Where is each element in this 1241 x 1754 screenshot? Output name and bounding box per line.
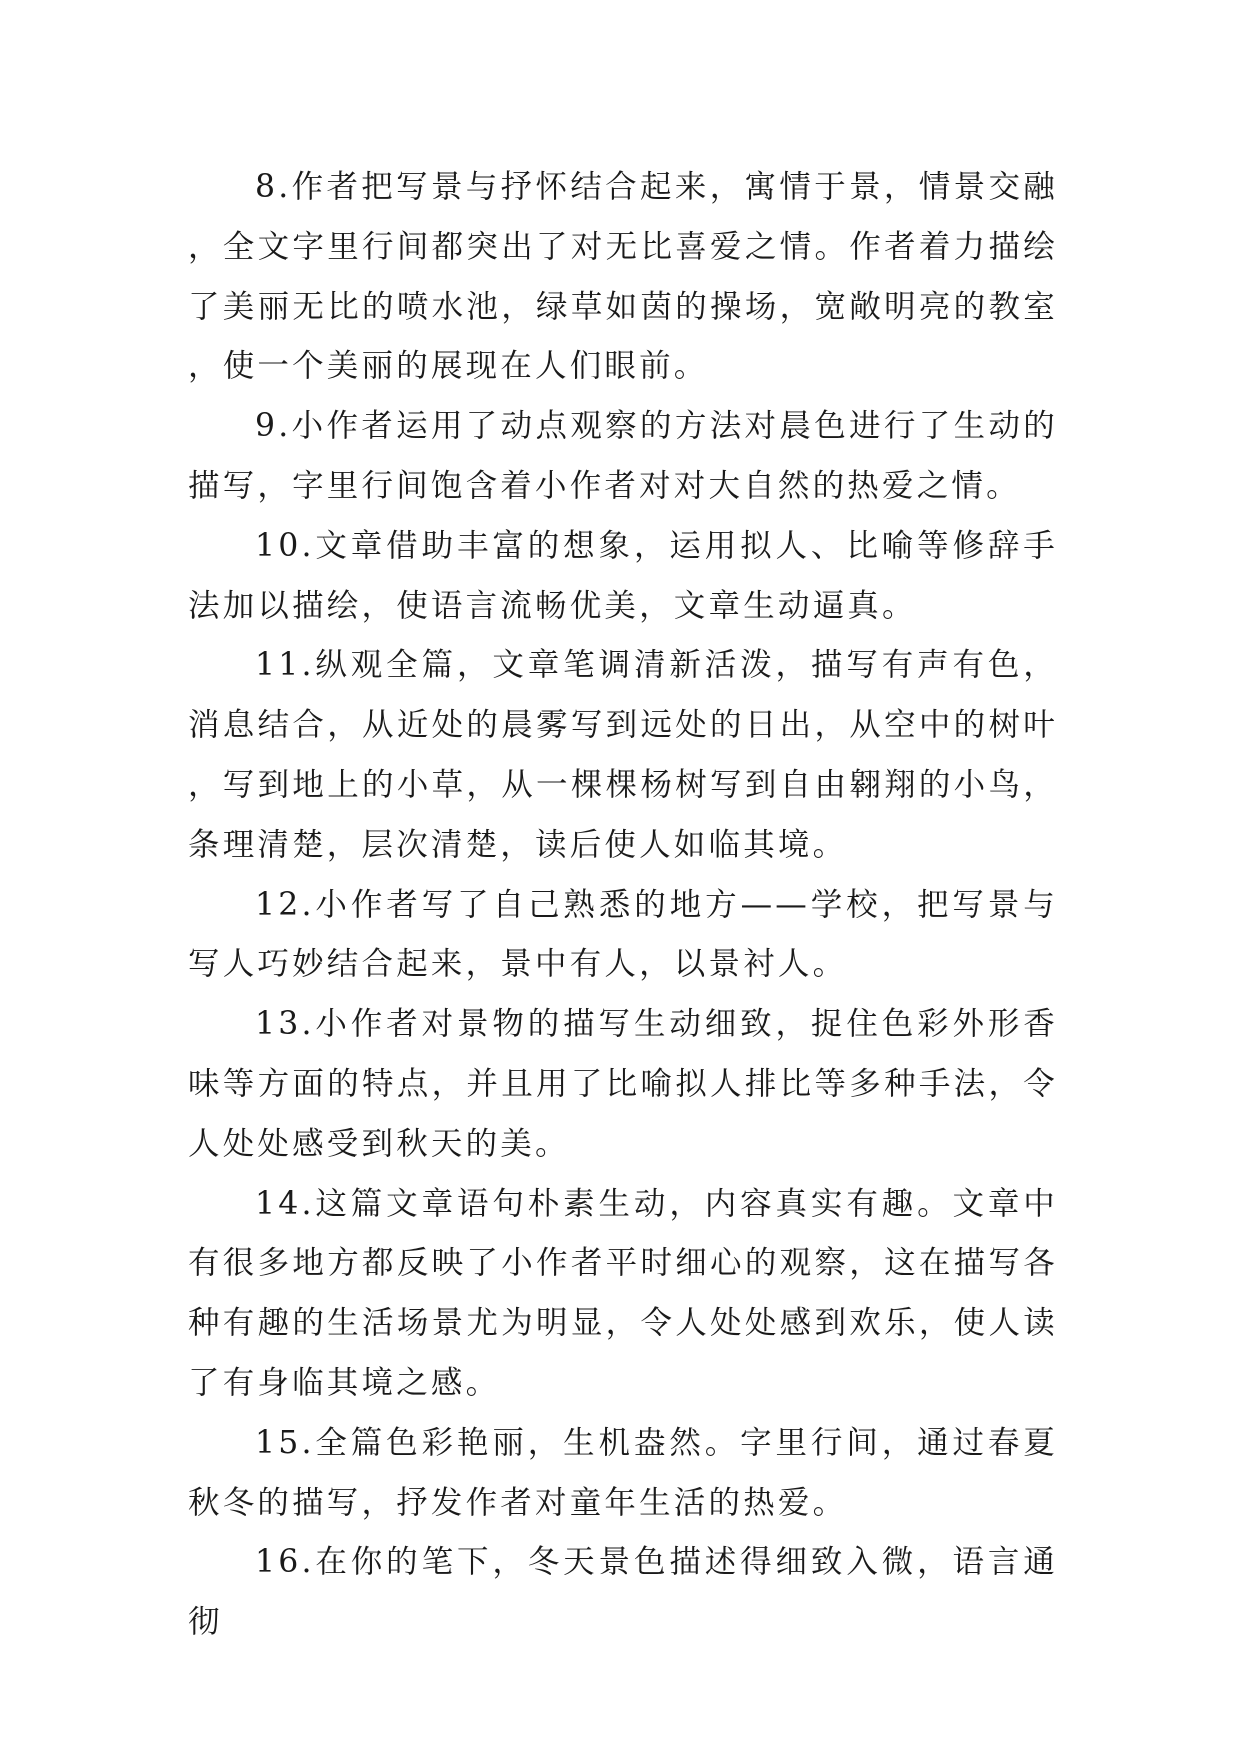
paragraph-15: 15.全篇色彩艳丽，生机盎然。字里行间，通过春夏秋冬的描写，抒发作者对童年生活的热爱。 <box>188 1424 1058 1521</box>
paragraph-14: 14.这篇文章语句朴素生动，内容真实有趣。文章中有很多地方都反映了小作者平时细心的观察，这在描写各种有趣的生活场景尤为明显，令人处处感到欢乐，使人读了有身临其境之感。 <box>188 1185 1058 1401</box>
paragraph-9: 9.小作者运用了动点观察的方法对晨色进行了生动的描写，字里行间饱含着小作者对对大自然的热爱之情。 <box>188 408 1058 504</box>
paragraph-13: 13.小作者对景物的描写生动细致，捉住色彩外形香味等方面的特点，并且用了比喻拟人排比等多种手法，令人处处感受到秋天的美。 <box>188 1006 1058 1162</box>
paragraph-8: 8.作者把写景与抒怀结合起来，寓情于景，情景交融，全文字里行间都突出了对无比喜爱之情。作者着力描绘了美丽无比的喷水池，绿草如茵的操场，宽敞明亮的教室，使一个美丽的展现在人们眼前。 <box>188 169 1058 385</box>
paragraph-16: 16.在你的笔下，冬天景色描述得细致入微，语言通彻 <box>188 1544 1058 1641</box>
document-body <box>188 158 1058 1653</box>
paragraph-10: 10.文章借助丰富的想象，运用拟人、比喻等修辞手法加以描绘，使语言流畅优美，文章生动逼真。 <box>188 527 1058 624</box>
paragraph-11: 11.纵观全篇，文章笔调清新活泼，描写有声有色，消息结合，从近处的晨雾写到远处的日出，从空中的树叶，写到地上的小草，从一棵棵杨树写到自由翱翔的小鸟，条理清楚，层次清楚，读后使人如临其境。 <box>188 647 1058 863</box>
paragraph-12: 12.小作者写了自己熟悉的地方——学校，把写景与写人巧妙结合起来，景中有人，以景衬人。 <box>188 886 1058 983</box>
